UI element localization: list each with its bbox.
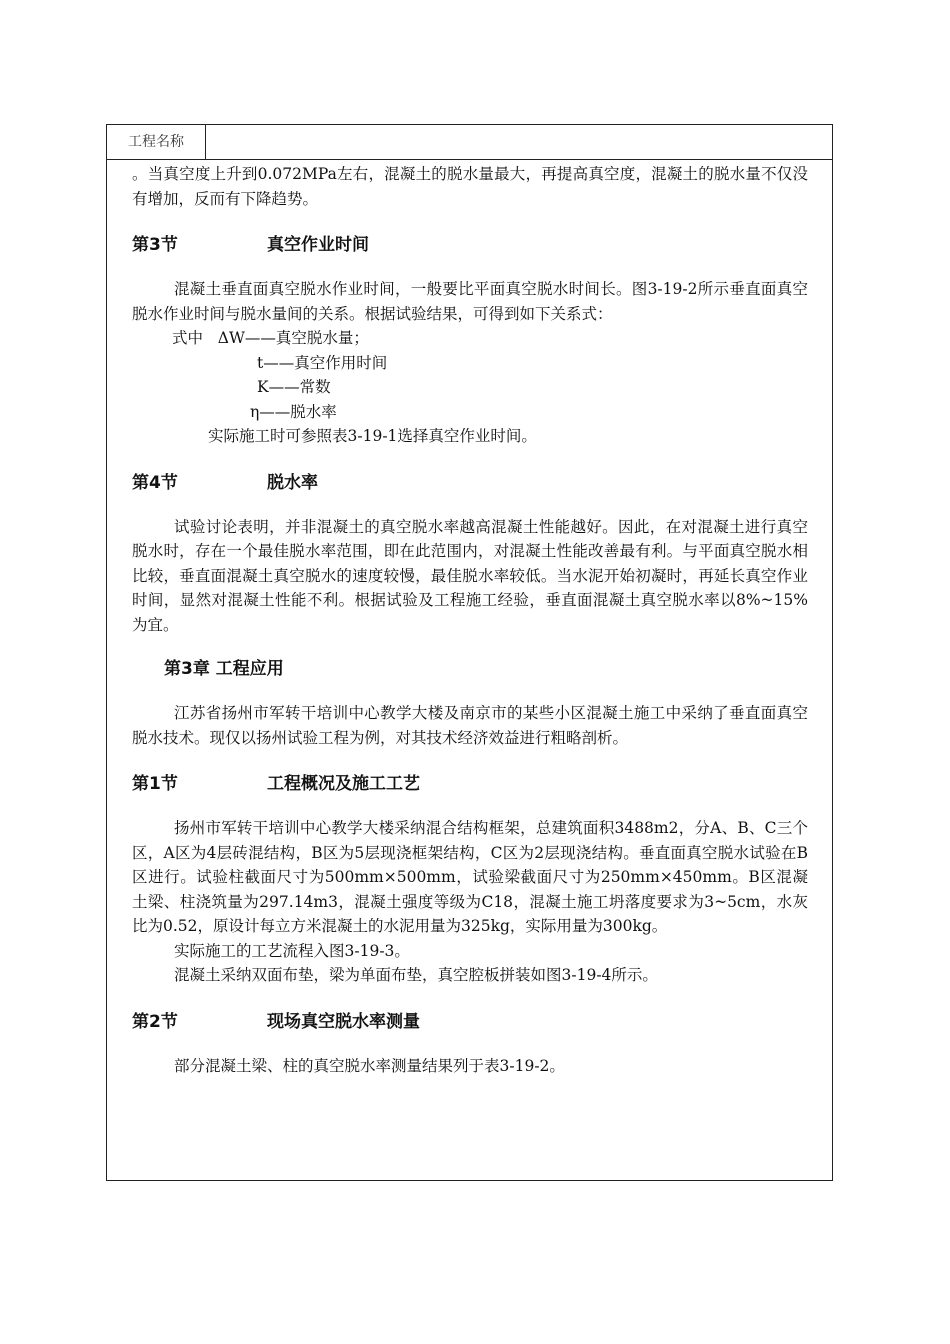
- paragraph: 实际施工时可参照表3-19-1选择真空作业时间。: [208, 427, 537, 445]
- definition-line: η——脱水率: [250, 402, 337, 421]
- section-heading-1: [132, 771, 808, 797]
- paragraph: 试验讨论表明，并非混凝土的真空脱水率越高混凝土性能越好。因此，在对混凝土进行真空脱水时，存在一个最佳脱水率范围，即在此范围内，对混凝土性能改善最有利。与平面真空脱水相比较，垂直面混凝土真空脱水的速度较慢，最佳脱水率较低。当水泥开始初凝时，再延长真空作业时间，显然对混凝土性能不利。根据试验及工程施工经验，垂直面混凝土真空脱水率以8%~15%为宜。: [132, 517, 808, 634]
- paragraph: 江苏省扬州市军转干培训中心教学大楼及南京市的某些小区混凝土施工中采纳了垂直面真空脱水技术。现仅以扬州试验工程为例，对其技术经济效益进行粗略剖析。: [132, 704, 808, 747]
- section-title: 脱水率: [267, 472, 318, 493]
- definition-line: t——真空作用时间: [257, 353, 388, 372]
- paragraph: 混凝土采纳双面布垫，梁为单面布垫，真空腔板拼装如图3-19-4所示。: [174, 966, 658, 984]
- section-heading-2: [132, 1009, 808, 1035]
- section-heading-3: [132, 232, 808, 258]
- chapter-heading: 第3章 工程应用: [164, 659, 284, 679]
- paragraph: 混凝土垂直面真空脱水作业时间，一般要比平面真空脱水时间长。图3-19-2所示垂直面真空脱水作业时间与脱水量间的关系。根据试验结果，可得到如下关系式：: [132, 280, 808, 323]
- paragraph: 实际施工的工艺流程入图3-19-3。: [174, 941, 410, 960]
- section-title: 现场真空脱水率测量: [267, 1011, 420, 1032]
- section-title: 工程概况及施工工艺: [267, 774, 420, 794]
- section-number: 第4节: [132, 472, 178, 493]
- document-body: [132, 160, 808, 1078]
- definition-line: K——常数: [257, 378, 331, 396]
- project-name-label: 工程名称: [107, 125, 206, 159]
- section-number: 第1节: [132, 774, 178, 794]
- document-frame: [106, 124, 833, 1181]
- definition-line: 式中 ΔW——真空脱水量；: [172, 329, 369, 347]
- project-name-row: [107, 125, 832, 160]
- paragraph: 部分混凝土梁、柱的真空脱水率测量结果列于表3-19-2。: [174, 1056, 565, 1075]
- section-number: 第2节: [132, 1011, 178, 1032]
- section-number: 第3节: [132, 235, 178, 255]
- project-name-value[interactable]: [206, 125, 832, 159]
- intro-paragraph: 。当真空度上升到0.072MPa左右，混凝土的脱水量最大，再提高真空度，混凝土的脱水量不仅没有增加，反而有下降趋势。: [132, 165, 808, 208]
- section-heading-4: [132, 470, 808, 496]
- paragraph: 扬州市军转干培训中心教学大楼采纳混合结构框架，总建筑面积3488m2，分A、B、C三个区，A区为4层砖混结构，B区为5层现浇框架结构，C区为2层现浇结构。垂直面真空脱水试验在B区进行。试验柱截面尺寸为500mm×500mm，试验梁截面尺寸为250mm×450mm。B区混凝土梁、柱浇筑量为297.14m3，混凝土强度等级为C18，混凝土施工坍落度要求为3~5cm，水灰比为0.52，原设计每立方米混凝土的水泥用量为325kg，实际用量为300kg。: [132, 819, 808, 935]
- section-title: 真空作业时间: [267, 235, 369, 255]
